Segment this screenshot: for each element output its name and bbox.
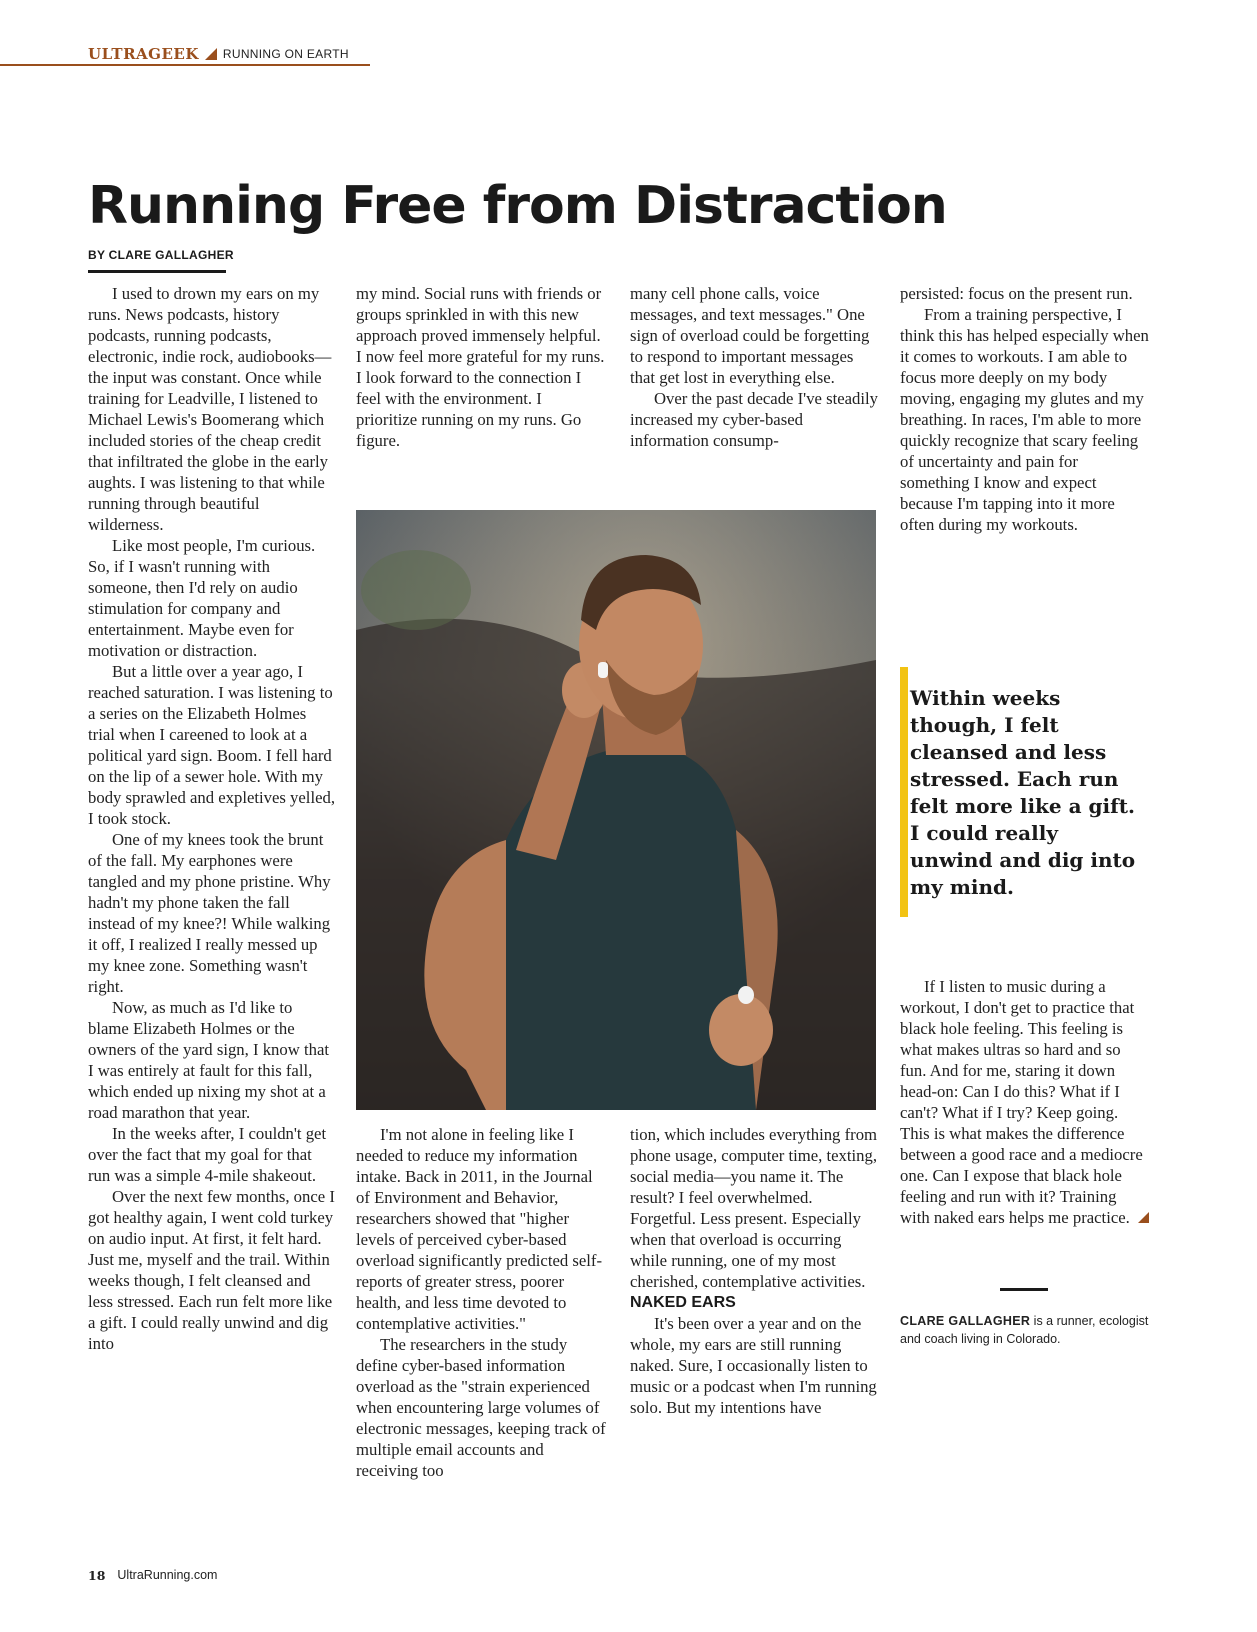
column-4-top (900, 283, 1150, 535)
bio-text: is a runner, ecologist and coach living in Colorado. (900, 1314, 1149, 1346)
brand-name: ULTRAGEEK (88, 45, 199, 63)
column-3-top (630, 283, 880, 451)
brand-triangle-icon (205, 48, 217, 60)
column-1 (88, 283, 336, 1354)
end-mark-icon (1138, 1212, 1149, 1223)
runner-photo (356, 510, 876, 1110)
paragraph: Like most people, I'm curious. So, if I wasn't running with someone, then I'd rely on audio stimulation for company and entertainment. Maybe even for motivation or distraction. (88, 536, 316, 660)
runner-illustration (356, 510, 876, 1110)
pullquote: Within weeks though, I felt cleansed and less stressed. Each run felt more like a gift. I could really unwind and dig into my mind. (910, 686, 1136, 899)
paragraph: Over the past decade I've steadily increased my cyber-based information consump- (630, 389, 879, 450)
paragraph (900, 976, 1150, 1228)
paragraph: I used to drown my ears on my runs. News podcasts, history podcasts, running podcasts, electronic, indie rock, audiobooks—the input was constant. Once while training for Leadville, I listened to Michael Lewis's Boomerang which included stories of the cheap credit that infiltrated the globe in the early aughts. I was listening to that while running through beautiful wilderness. (88, 284, 332, 534)
pullquote-accent-bar (900, 667, 908, 917)
paragraph: It's been over a year and on the whole, my ears are still running naked. Sure, I occasionally listen to music or a podcast when I'm running solo. But my intentions have (630, 1314, 877, 1417)
page-footer (88, 1568, 217, 1583)
column-3-bottom (630, 1124, 880, 1418)
paragraph: In the weeks after, I couldn't get over the fact that my goal for that run was a simple 4-mile shakeout. (88, 1124, 327, 1185)
byline-rule (88, 270, 226, 273)
column-4-bottom (900, 976, 1150, 1228)
section-name: RUNNING ON EARTH (222, 47, 349, 61)
paragraph: I'm not alone in feeling like I needed to reduce my information intake. Back in 2011, in the Journal of Environment and Behavior, researchers showed that "higher levels of perceived cyber-based overload significantly predicted self-reports of greater stress, poorer health, and less time devoted to contemplative activities." (356, 1125, 603, 1333)
site-name: UltraRunning.com (117, 1568, 218, 1582)
author-bio (900, 1312, 1160, 1348)
paragraph: From a training perspective, I think this has helped especially when it comes to workouts. I am able to focus more deeply on my body moving, engaging my glutes and my breathing. In races, I'm able to more quickly recognize that scary feeling of uncertainty and pain for something I know and expect because I'm tapping into it more often during my workouts. (900, 305, 1149, 534)
paragraph: The researchers in the study define cyber-based information overload as the "strain experienced when encountering large volumes of electronic messages, keeping track of multiple email accounts and receiving too (356, 1335, 606, 1480)
subhead-naked-ears: NAKED EARS (630, 1294, 736, 1311)
byline: BY CLARE GALLAGHER (88, 248, 234, 262)
paragraph-text: If I listen to music during a workout, I don't get to practice that black hole feeling. This feeling is what makes ultras so hard and so fun. And for me, staring it down head-on: Can I do this? What if I can't? What if I try? Keep going. This is what makes the difference between a good race and a mediocre one. Can I expose that black hole feeling and run with it? Training with naked ears helps me practice. (900, 977, 1143, 1227)
paragraph: Now, as much as I'd like to blame Elizabeth Holmes or the owners of the yard sign, I know that I was entirely at fault for this fall, which ended up nixing my shot at a road marathon that year. (88, 998, 329, 1122)
column-2-top (356, 283, 606, 451)
paragraph: many cell phone calls, voice messages, and text messages." One sign of overload could be forgetting to respond to important messages that get lost in everything else. (630, 284, 870, 387)
paragraph: But a little over a year ago, I reached saturation. I was listening to a series on the Elizabeth Holmes trial when I careened to look at a political yard sign. Boom. I fell hard on the lip of a sewer hole. With my body sprawled and expletives yelled, I took stock. (88, 662, 335, 828)
article-title: Running Free from Distraction (88, 176, 947, 236)
paragraph: my mind. Social runs with friends or groups sprinkled in with this new approach proved immensely helpful. I now feel more grateful for my runs. I look forward to the connection I feel with the environment. I prioritize running on my runs. Go figure. (356, 284, 605, 450)
column-2-bottom (356, 1124, 606, 1481)
page-number: 18 (88, 1568, 106, 1583)
paragraph: Over the next few months, once I got healthy again, I went cold turkey on audio input. At first, it felt hard. Just me, myself and the trail. Within weeks though, I felt cleansed and less stressed. Each run felt more like a gift. I could really unwind and dig into (88, 1187, 335, 1353)
paragraph: One of my knees took the brunt of the fall. My earphones were tangled and my phone pristine. Why hadn't my phone taken the fall instead of my knee?! While walking it off, I realized I really messed up my knee zone. Something wasn't right. (88, 830, 331, 996)
end-rule (1000, 1288, 1048, 1291)
paragraph: tion, which includes everything from phone usage, computer time, texting, social media—you name it. The result? I feel overwhelmed. Forgetful. Less present. Especially when that overload is occurring while running, one of my most cherished, contemplative activities. (630, 1125, 878, 1291)
paragraph: persisted: focus on the present run. (900, 284, 1133, 303)
running-head (88, 44, 349, 64)
bio-name: CLARE GALLAGHER (900, 1314, 1031, 1328)
header-rule (0, 64, 370, 66)
